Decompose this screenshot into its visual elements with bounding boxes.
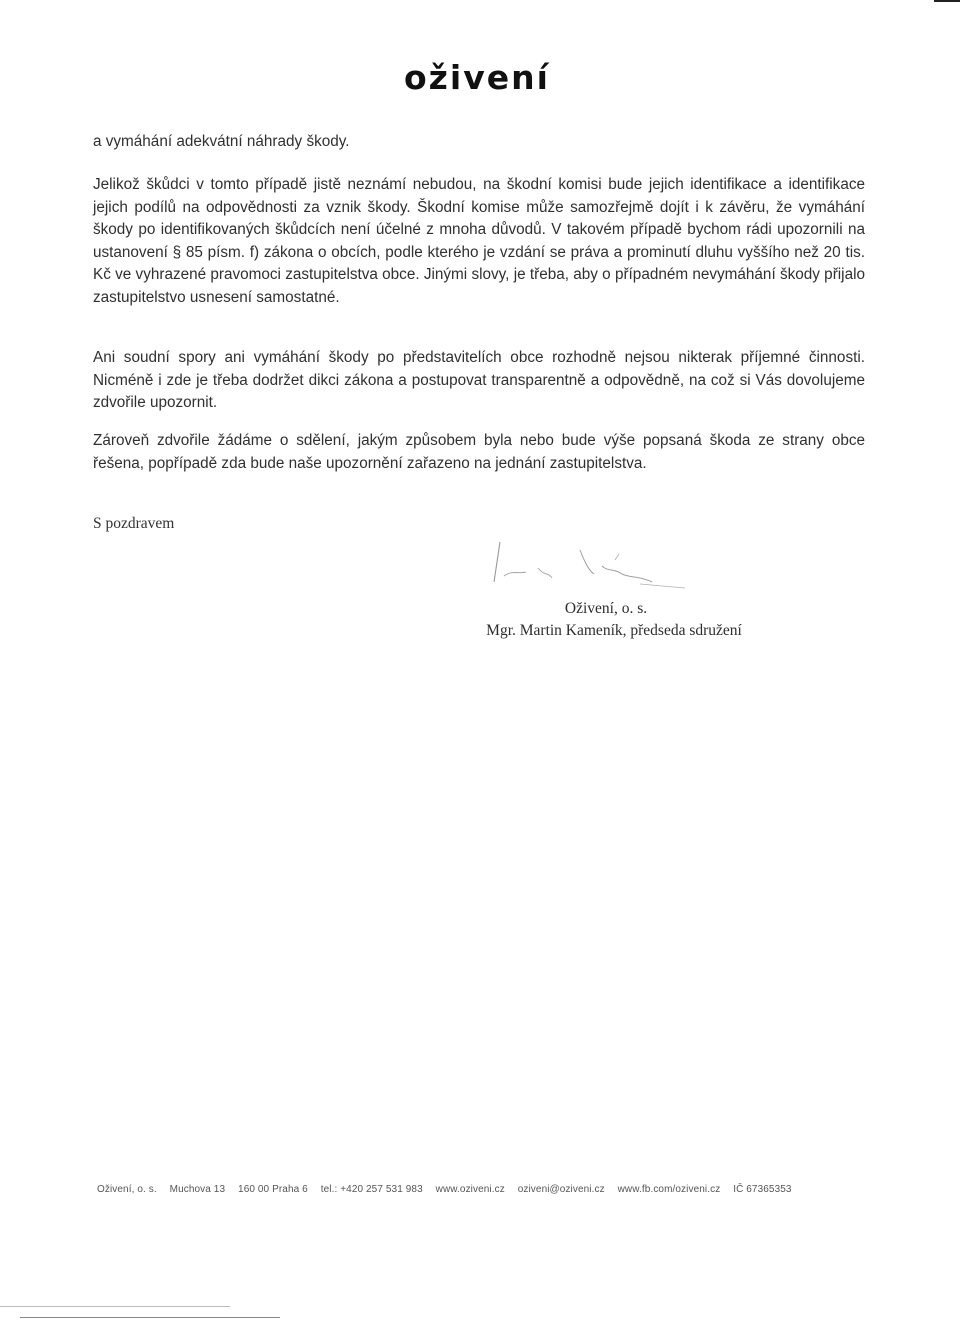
scan-edge-line: [20, 1317, 280, 1318]
paragraph-liability: Jelikož škůdci v tomto případě jistě neznámí nebudou, na škodní komisi bude jejich identifikace a identifikace jejich podílů na odpovědnosti za vznik škody. Škodní komise může samozřejmě dojít i k závěru, že vymáhání škody po identifikovaných škůdcích není účelné z mnoha důvodů. V takovém případě bychom rádi upozornili na ustanovení § 85 písm. f) zákona o obcích, podle kterého je vzdání se práva a prominutí dluhu vyššího než 20 tis. Kč ve vyhrazené pravomoci zastupitelstva obce. Jinými slovy, je třeba, aby o případném nevymáhání škody přijalo zastupitelstvo usnesení samostatné.: [93, 176, 865, 306]
footer-phone: tel.: +420 257 531 983: [320, 1184, 423, 1195]
footer-ic: IČ 67365353: [733, 1184, 792, 1195]
paragraph-disputes: Ani soudní spory ani vymáhání škody po představitelích obce rozhodně nejsou nikterak příjemné činnosti. Nicméně i zde je třeba dodržet dikci zákona a postupovat transparentně a odpovědně, na což si Vás dovolujeme zdvořile upozornit.: [93, 349, 865, 412]
letterhead-footer: [97, 1184, 877, 1195]
scan-edge-mark: [934, 0, 960, 2]
signature-block: [480, 598, 800, 642]
footer-email: oziveni@oziveni.cz: [517, 1184, 605, 1195]
footer-facebook: www.fb.com/oziveni.cz: [617, 1184, 721, 1195]
scan-edge-line: [0, 1306, 230, 1307]
signature-name-title: Mgr. Martin Kameník, předseda sdružení: [486, 622, 742, 639]
intro-line: a vymáhání adekvátní náhrady škody.: [93, 133, 350, 150]
footer-street: Muchova 13: [169, 1184, 226, 1195]
signature-organization: Oživení, o. s.: [564, 600, 648, 617]
footer-city: 160 00 Praha 6: [238, 1184, 308, 1195]
paragraph-request: Zároveň zdvořile žádáme o sdělení, jakým způsobem byla nebo bude výše popsaná škoda ze strany obce řešena, popřípadě zda bude naše upozornění zařazeno na jednání zastupitelstva.: [93, 432, 865, 472]
closing-greeting: S pozdravem: [93, 515, 175, 532]
organization-logo: oživení: [404, 58, 550, 97]
footer-org: Oživení, o. s.: [97, 1184, 157, 1195]
handwritten-signature: [490, 530, 690, 600]
footer-web: www.oziveni.cz: [435, 1184, 505, 1195]
